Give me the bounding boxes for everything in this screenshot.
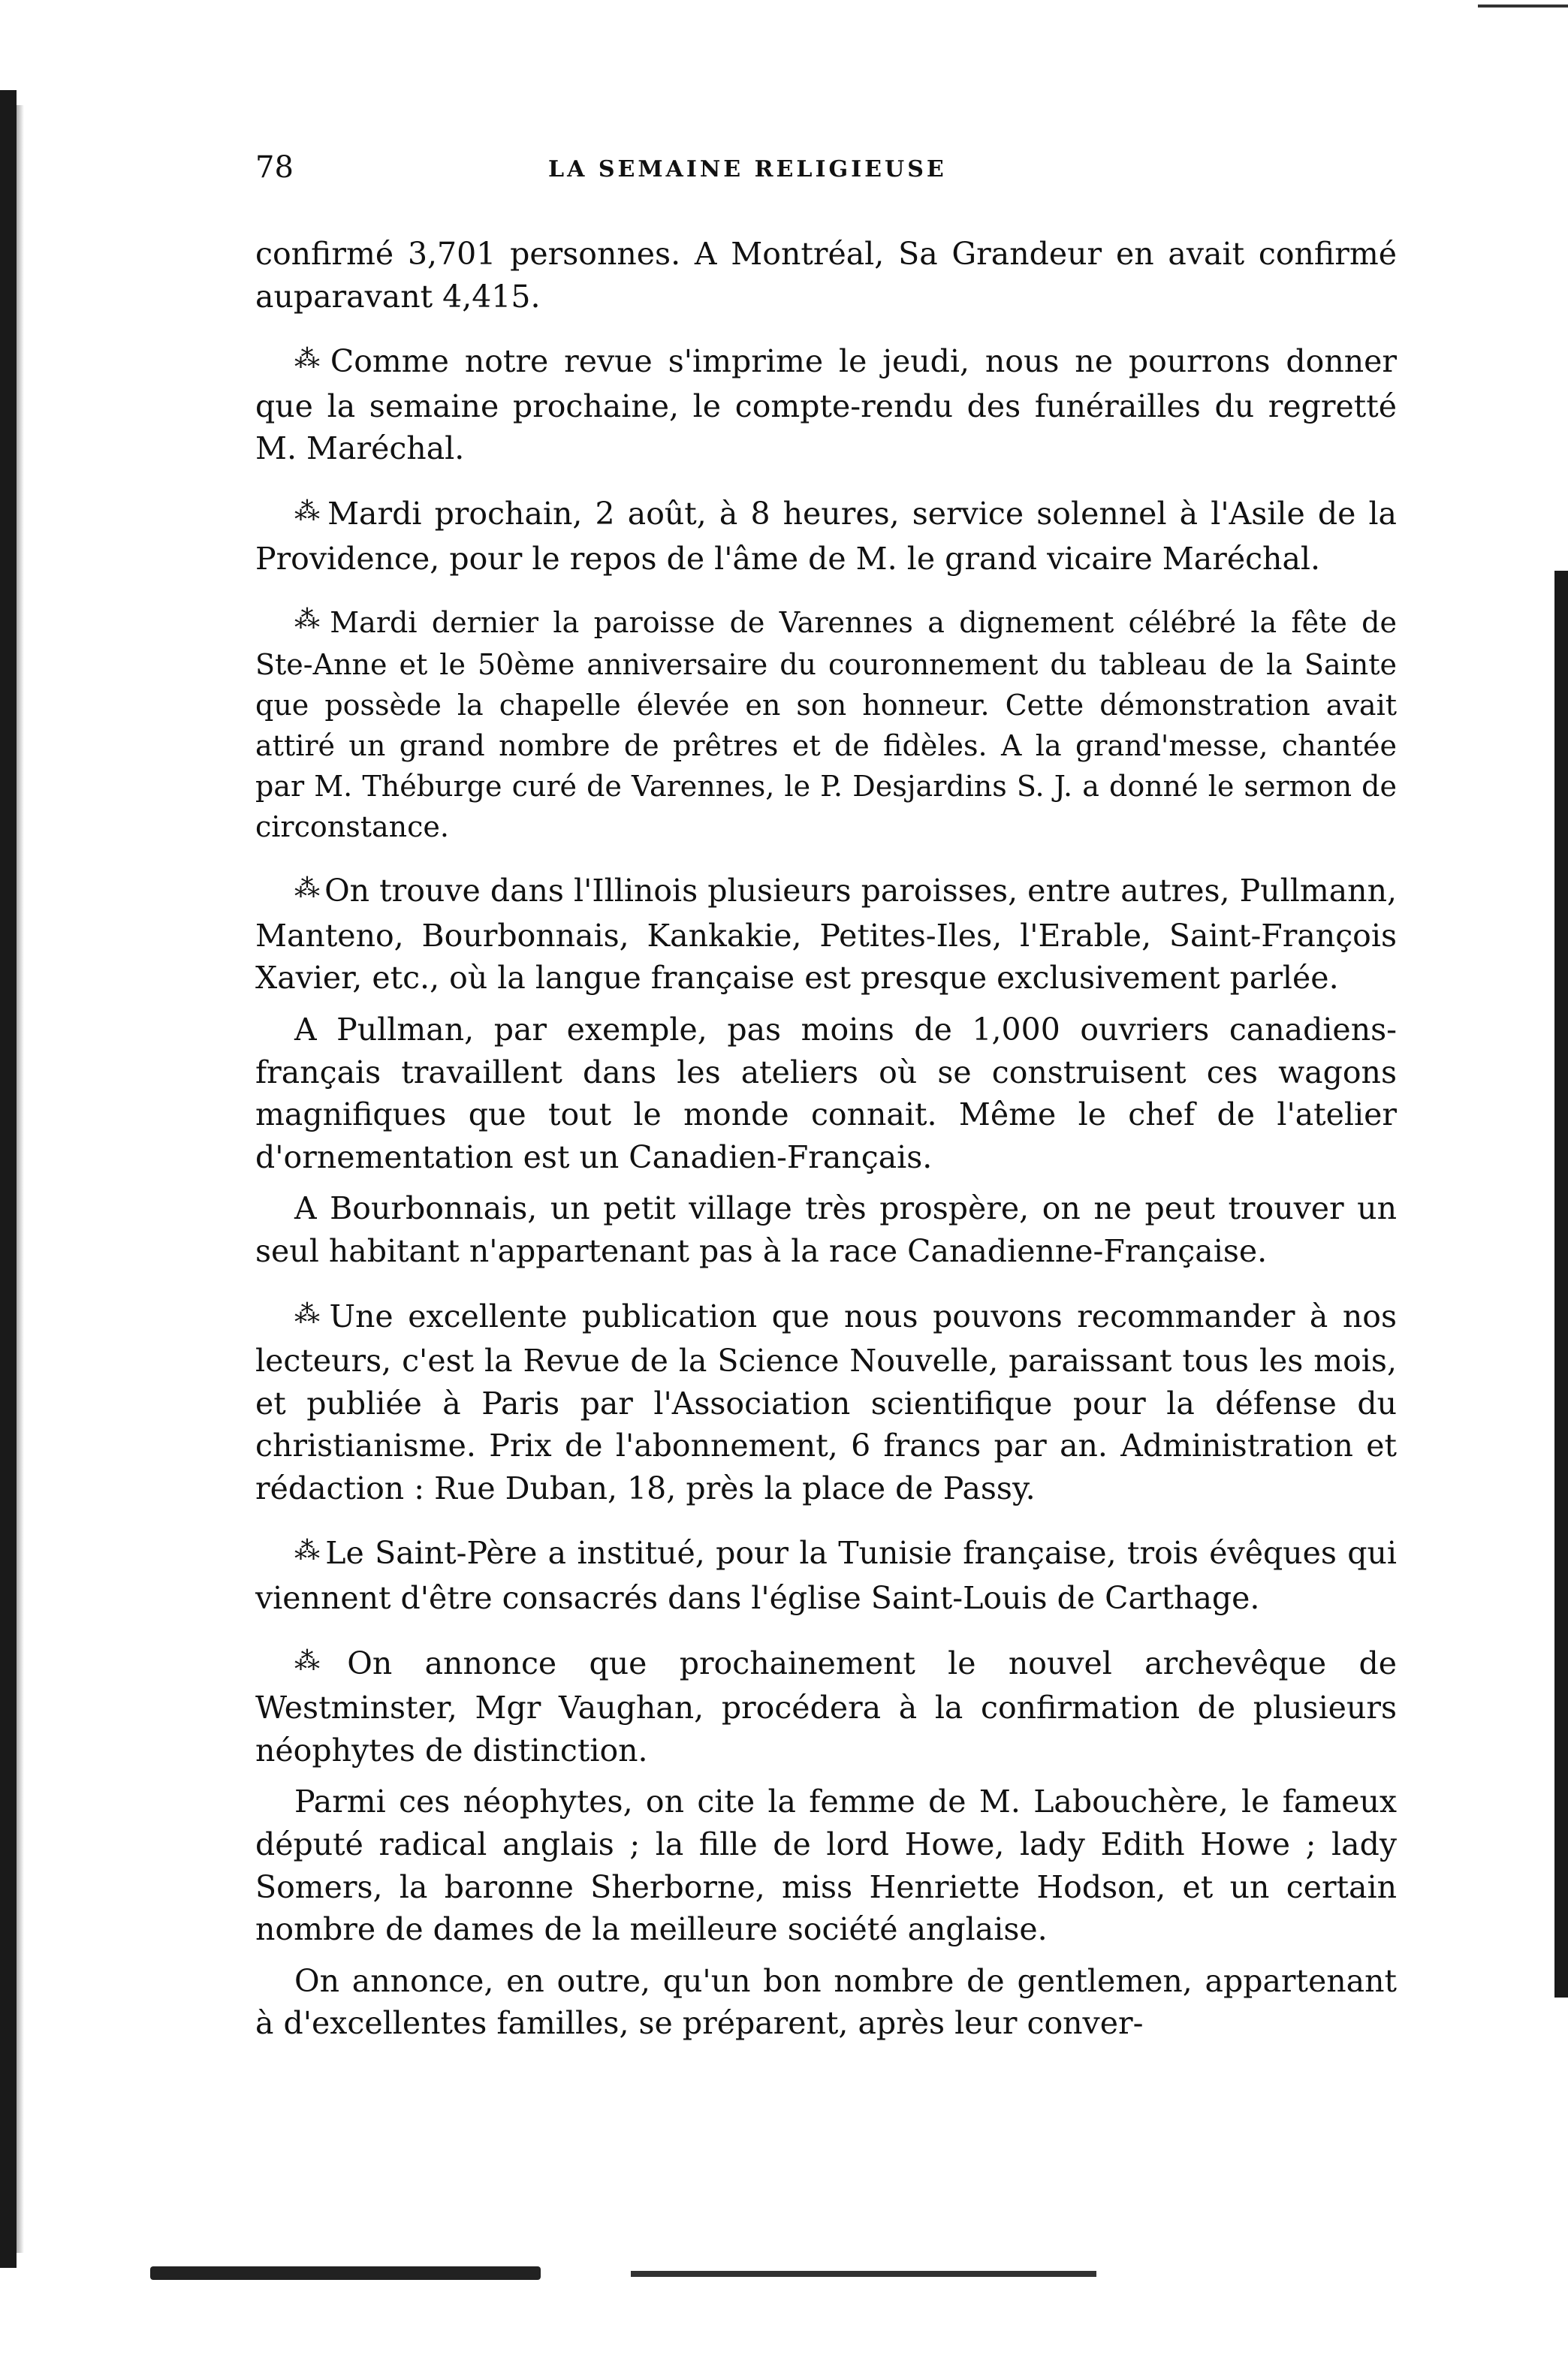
scan-edge-left <box>0 90 17 2268</box>
asterism-icon: ⁂ <box>294 344 324 375</box>
asterism-icon: ⁂ <box>294 1298 324 1329</box>
scan-edge-left-shadow <box>17 105 24 2253</box>
document-page <box>255 150 1397 2054</box>
paragraph-10: ⁂ On annonce que prochainement le nouvel archevêque de Westminster, Mgr Vaughan, procédera à la confirmation de plusieurs néophytes de distinction. <box>255 1645 1397 1768</box>
scan-edge-right <box>1554 571 1568 1998</box>
paragraph-7: A Bourbonnais, un petit village très prospère, on ne peut trouver un seul habitant n'appartenant pas à la race Canadienne-Française. <box>255 1190 1397 1269</box>
asterism-icon: ⁂ <box>294 605 324 635</box>
running-head <box>255 150 1397 195</box>
paragraph-3: ⁂ Mardi prochain, 2 août, à 8 heures, service solennel à l'Asile de la Providence, pour le repos de l'âme de M. le grand vicaire Maréchal. <box>255 495 1398 577</box>
paragraph-12: On annonce, en outre, qu'un bon nombre de gentlemen, appartenant à d'excellentes familles, se préparent, après leur conver- <box>255 1962 1397 2042</box>
asterism-icon: ⁂ <box>294 496 322 526</box>
paragraph-11: Parmi ces néophytes, on cite la femme de M. Labouchère, le fameux député radical anglais ; la fille de lord Howe, lady Edith Howe ; lady Somers, la baronne Sherborne, miss Henriette Hodson, et un certain nombre de dames de la meilleure société anglaise. <box>255 1784 1397 1948</box>
scan-bottom-line <box>631 2271 1096 2277</box>
paragraph-1: confirmé 3,701 personnes. A Montréal, Sa Grandeur en avait confirmé auparavant 4,415. <box>255 236 1397 315</box>
paragraph-2: ⁂ Comme notre revue s'imprime le jeudi, nous ne pourrons donner que la semaine prochaine, le compte-rendu des funérailles du regretté M. Maréchal. <box>255 343 1397 467</box>
asterism-icon: ⁂ <box>294 1536 320 1566</box>
running-title: LA SEMAINE RELIGIEUSE <box>548 156 947 182</box>
paragraph-9: ⁂ Le Saint-Père a institué, pour la Tunisie française, trois évêques qui viennent d'être consacrés dans l'église Saint-Louis de Carthage. <box>255 1535 1397 1617</box>
scan-top-line <box>1478 5 1568 8</box>
paragraph-8: ⁂ Une excellente publication que nous pouvons recommander à nos lecteurs, c'est la Revue de la Science Nouvelle, paraissant tous les mois, et publiée à Paris par l'Association scientifique pour la défense du christianisme. Prix de l'abonnement, 6 francs par an. Administration et rédaction : Rue Duban, 18, près la place de Passy. <box>255 1298 1397 1506</box>
paragraph-5: ⁂ On trouve dans l'Illinois plusieurs paroisses, entre autres, Pullmann, Manteno, Bourbonnais, Kankakie, Petites-Iles, l'Erable, Saint-François Xavier, etc., où la langue française est presque exclusivement parlée. <box>255 873 1398 997</box>
asterism-icon: ⁂ <box>294 1645 342 1676</box>
paragraph-4: ⁂ Mardi dernier la paroisse de Varennes a dignement célébré la fête de Ste-Anne et le 50ème anniversaire du couronnement du tableau de la Sainte que possède la chapelle élevée en son honneur. Cette démonstration avait attiré un grand nombre de prêtres et de fidèles. A la grand'messe, chantée par M. Théburge curé de Varennes, le P. Desjardins S. J. a donné le sermon de circonstance. <box>255 605 1397 844</box>
asterism-icon: ⁂ <box>294 873 319 904</box>
scan-bottom-bar <box>150 2266 541 2280</box>
paragraph-6: A Pullman, par exemple, pas moins de 1,000 ouvriers canadiens-français travaillent dans les ateliers où se construisent ces wagons magnifiques que tout le monde connait. Même le chef de l'atelier d'ornementation est un Canadien-Français. <box>255 1011 1397 1175</box>
page-number: 78 <box>255 150 294 185</box>
